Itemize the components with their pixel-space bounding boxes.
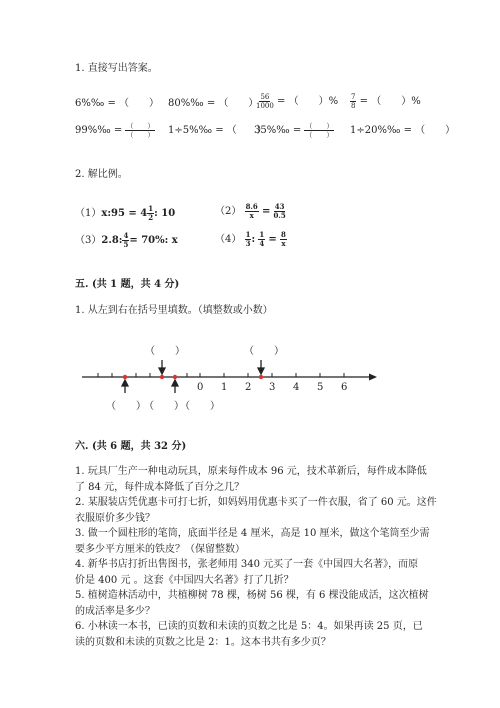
section6-heading: 六. (共 6 题，共 32 分) (75, 441, 187, 452)
proportion-4: （4） $\frac{1}{3}$ : $\frac{1}{4}$ = $\frac{8}{x}$ (215, 230, 286, 248)
q-7-over-8: $\frac{7}{8}$ = （ ）% (351, 93, 421, 110)
q-1-div-20-permille: 1÷20%‰ = （ ） (350, 125, 456, 136)
q2-line2: 衣服原价多少钱？ (75, 512, 155, 524)
section5-question-1: 1. 从左到右在括号里填数。（填整数或小数） (75, 305, 273, 316)
q-56-over-1000: $\frac{56}{1000}$ = （ ）% (256, 93, 339, 110)
top-bracket-2: （ ） (244, 346, 284, 357)
up-arrows (122, 380, 178, 393)
q4-line2: 价是 400 元 。这套《中国四大名著》打了几折？ (75, 574, 294, 586)
fraction: $\frac{7}{8}$ (351, 93, 356, 110)
fraction: $\frac{1}{4}$ (259, 230, 265, 248)
q3-line2: 要多少平方厘米的铁皮？（保留整数） (75, 543, 245, 555)
q-80-permille: 80%‰ = （ ） (168, 98, 259, 109)
section1-title: 1. 直接写出答案。 (75, 63, 158, 74)
down-arrows (159, 360, 264, 374)
q5-line2: 的成活率是多少？ (75, 605, 155, 617)
tick-label-1: 1 (221, 382, 228, 393)
q-99-permille: 99%‰ = $\frac{( )}{( )}$ (75, 122, 155, 139)
blank-fraction: $\frac{( )}{( )}$ (305, 122, 334, 139)
bottom-bracket-3: （ ） (180, 401, 220, 412)
q4-line1: 4. 新华书店打折出售图书，张老师用 340 元买了一套《中国四大名著》，而原 (75, 559, 419, 570)
fraction: $\frac{4}{5}$ (123, 231, 129, 249)
proportion-3: （3）2.8: $\frac{4}{5}$ = 70%: x (75, 231, 178, 249)
fraction: $\frac{8}{x}$ (280, 230, 286, 248)
q1-line2: 了 84 元，每件成本降低了百分之几？ (75, 481, 245, 493)
q-1-div-5-permille: 1÷5%‰ = （ ） (168, 125, 267, 136)
proportion-1: （1）x:95 = 4 $\frac{1}{2}$ : 10 (75, 204, 176, 222)
q2-line1: 2. 某服装店凭优惠卡可打七折，如妈妈用优惠卡买了一件衣服，省了 60 元。这件 (75, 497, 437, 508)
fraction: $\frac{8.6}{x}$ (245, 202, 258, 220)
q-35-permille: 35%‰ = $\frac{( )}{( )}$ (254, 122, 334, 139)
fraction: $\frac{56}{1000}$ (256, 93, 274, 110)
fraction: $\frac{43}{0.5}$ (273, 202, 286, 220)
blank-fraction: $\frac{( )}{( )}$ (126, 122, 155, 139)
bottom-bracket-1: （ ） (106, 401, 146, 412)
q6-line2: 读的页数和未读的页数之比是 2：1。这本书共有多少页？ (75, 636, 331, 648)
section6-questions (75, 464, 437, 650)
tick-label-0: 0 (197, 382, 204, 393)
q6-line1: 6. 小林读一本书，已读的页数和未读的页数之比是 5：4。如果再读 25 页，已 (75, 621, 423, 632)
tick-label-6: 6 (341, 382, 348, 393)
q3-line1: 3. 做一个圆柱形的笔筒，底面半径是 4 厘米，高是 10 厘米，做这个笔筒至少需 (75, 528, 430, 539)
fraction: $\frac{1}{3}$ (245, 230, 251, 248)
q-6-permille: 6%‰ = （ ） (75, 98, 160, 109)
section5-heading: 五. (共 1 题，共 4 分) (75, 279, 180, 290)
tick-label-2: 2 (245, 382, 252, 393)
proportion-2: （2） $\frac{8.6}{x}$ = $\frac{43}{0.5}$ (215, 202, 286, 220)
tick-label-3: 3 (269, 382, 276, 393)
section2-title: 2. 解比例。 (75, 169, 128, 180)
fraction: $\frac{1}{2}$ (148, 204, 154, 222)
q1-line1: 1. 玩具厂生产一种电动玩具，原来每件成本 96 元，技术革新后，每件成本降低 (75, 466, 427, 477)
tick-label-4: 4 (293, 382, 300, 393)
q5-line1: 5. 植树造林活动中，共植柳树 78 棵，杨树 56 棵，有 6 棵没能成活，这次植树 (75, 590, 429, 601)
tick-label-5: 5 (317, 382, 324, 393)
bottom-bracket-2: （ ） (144, 401, 184, 412)
axis-arrow-icon (369, 374, 377, 381)
top-bracket-1: （ ） (145, 346, 185, 357)
